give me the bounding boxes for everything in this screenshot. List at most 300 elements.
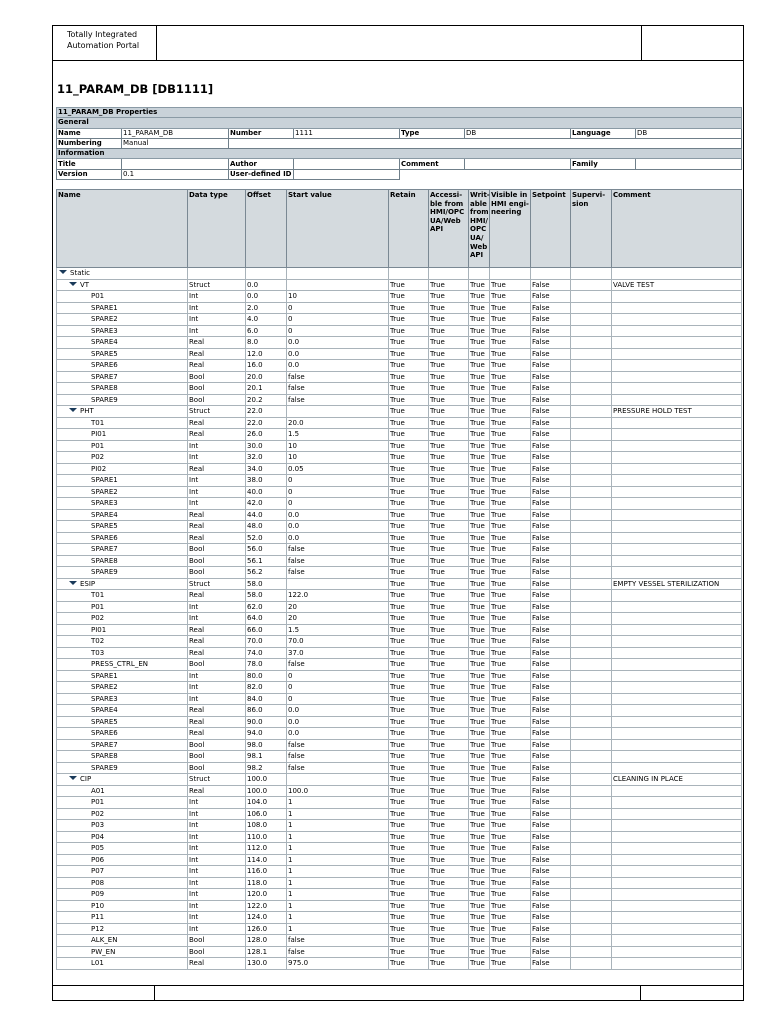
cell-name [57, 774, 188, 786]
cell-supervision [571, 463, 612, 475]
cell-start-value: 0 [287, 498, 389, 510]
cell-offset: 16.0 [246, 360, 287, 372]
cell-setpoint: False [531, 682, 571, 694]
cell-setpoint: False [531, 923, 571, 935]
cell-retain: True [389, 429, 429, 441]
cell-writable: True [469, 946, 490, 958]
cell-writable: True [469, 923, 490, 935]
cell-supervision [571, 624, 612, 636]
cell-offset: 42.0 [246, 498, 287, 510]
cell-data-type: Real [188, 590, 246, 602]
cell-data-type: Int [188, 452, 246, 464]
cell-visible: True [490, 866, 531, 878]
cell-name [57, 302, 188, 314]
cell-setpoint: False [531, 889, 571, 901]
cell-name [57, 716, 188, 728]
cell-writable: True [469, 325, 490, 337]
cell-supervision [571, 440, 612, 452]
cell-comment [612, 636, 742, 648]
table-row [57, 854, 742, 866]
cell-start-value: 1.5 [287, 429, 389, 441]
cell-offset: 40.0 [246, 486, 287, 498]
cell-retain: True [389, 705, 429, 717]
table-row [57, 544, 742, 556]
cell-writable: True [469, 406, 490, 418]
cell-start-value: 1 [287, 854, 389, 866]
expand-triangle-icon[interactable] [69, 408, 77, 412]
cell-accessible: True [429, 314, 469, 326]
cell-writable: True [469, 739, 490, 751]
cell-accessible: True [429, 843, 469, 855]
cell-offset: 32.0 [246, 452, 287, 464]
cell-supervision [571, 291, 612, 303]
cell-writable: True [469, 394, 490, 406]
cell-name [57, 785, 188, 797]
variable-name: P11 [91, 913, 105, 922]
cell-retain: True [389, 360, 429, 372]
cell-accessible: True [429, 590, 469, 602]
cell-offset: 26.0 [246, 429, 287, 441]
expand-triangle-icon[interactable] [69, 581, 77, 585]
expand-triangle-icon[interactable] [69, 776, 77, 780]
cell-start-value: 122.0 [287, 590, 389, 602]
footer-divider-left [154, 986, 155, 1001]
portal-name [53, 26, 157, 60]
cell-name [57, 705, 188, 717]
family-label: Family [571, 159, 636, 169]
cell-name [57, 889, 188, 901]
cell-supervision [571, 774, 612, 786]
cell-data-type: Real [188, 624, 246, 636]
cell-accessible: True [429, 325, 469, 337]
cell-offset: 0.0 [246, 279, 287, 291]
cell-comment [612, 659, 742, 671]
cell-supervision [571, 498, 612, 510]
cell-visible: True [490, 935, 531, 947]
table-header-row [57, 190, 742, 268]
cell-start-value: false [287, 739, 389, 751]
cell-name [57, 866, 188, 878]
cell-start-value: 1 [287, 877, 389, 889]
cell-visible: True [490, 567, 531, 579]
cell-offset: 2.0 [246, 302, 287, 314]
cell-data-type: Int [188, 923, 246, 935]
cell-comment [612, 544, 742, 556]
table-row [57, 440, 742, 452]
cell-accessible: True [429, 912, 469, 924]
cell-retain: True [389, 555, 429, 567]
variable-name: T03 [91, 648, 105, 657]
variable-name: SPARE4 [91, 510, 118, 519]
cell-setpoint: False [531, 463, 571, 475]
cell-start-value: false [287, 383, 389, 395]
variable-name: SPARE9 [91, 763, 118, 772]
cell-start-value: 975.0 [287, 958, 389, 970]
cell-offset: 98.0 [246, 739, 287, 751]
cell-start-value [287, 268, 389, 280]
cell-supervision [571, 843, 612, 855]
cell-comment [612, 670, 742, 682]
table-row [57, 429, 742, 441]
cell-data-type: Int [188, 670, 246, 682]
cell-accessible: True [429, 475, 469, 487]
variable-name: A01 [91, 786, 105, 795]
cell-name [57, 486, 188, 498]
cell-data-type: Real [188, 337, 246, 349]
cell-visible: True [490, 360, 531, 372]
variable-name: P08 [91, 878, 105, 887]
cell-writable: True [469, 521, 490, 533]
cell-accessible: True [429, 785, 469, 797]
col-accessible: Accessi- ble from HMI/OPC UA/Web API [429, 190, 469, 268]
cell-visible: True [490, 371, 531, 383]
cell-comment [612, 843, 742, 855]
cell-supervision [571, 544, 612, 556]
cell-offset: 34.0 [246, 463, 287, 475]
cell-visible: True [490, 705, 531, 717]
cell-name [57, 728, 188, 740]
cell-retain: True [389, 567, 429, 579]
cell-start-value: 0.05 [287, 463, 389, 475]
cell-setpoint: False [531, 785, 571, 797]
cell-name [57, 636, 188, 648]
cell-supervision [571, 555, 612, 567]
author-label: Author [229, 159, 294, 169]
cell-accessible: True [429, 601, 469, 613]
table-row [57, 716, 742, 728]
cell-visible: True [490, 636, 531, 648]
cell-visible: True [490, 912, 531, 924]
cell-supervision [571, 912, 612, 924]
cell-start-value: 0.0 [287, 716, 389, 728]
cell-retain: True [389, 820, 429, 832]
cell-comment [612, 521, 742, 533]
cell-offset: 114.0 [246, 854, 287, 866]
cell-supervision [571, 670, 612, 682]
footer-divider-right [640, 986, 641, 1001]
cell-name [57, 647, 188, 659]
cell-setpoint: False [531, 774, 571, 786]
cell-supervision [571, 383, 612, 395]
cell-setpoint: False [531, 578, 571, 590]
table-row [57, 613, 742, 625]
cell-comment [612, 567, 742, 579]
cell-start-value: 20 [287, 613, 389, 625]
cell-setpoint: False [531, 291, 571, 303]
name-label: Name [57, 128, 122, 138]
cell-comment [612, 590, 742, 602]
cell-comment [612, 889, 742, 901]
cell-offset: 98.2 [246, 762, 287, 774]
cell-supervision [571, 406, 612, 418]
variable-name: PI01 [91, 625, 107, 634]
cell-comment [612, 498, 742, 510]
cell-start-value: 0.0 [287, 521, 389, 533]
cell-writable: True [469, 762, 490, 774]
cell-data-type: Bool [188, 739, 246, 751]
table-row [57, 498, 742, 510]
cell-offset: 104.0 [246, 797, 287, 809]
variable-name: P03 [91, 821, 105, 830]
cell-visible: True [490, 808, 531, 820]
variable-name: PHT [80, 407, 94, 416]
cell-data-type: Int [188, 877, 246, 889]
cell-visible: True [490, 383, 531, 395]
cell-accessible: True [429, 854, 469, 866]
cell-start-value: 1 [287, 843, 389, 855]
cell-comment [612, 751, 742, 763]
cell-setpoint: False [531, 314, 571, 326]
cell-offset: 82.0 [246, 682, 287, 694]
cell-comment [612, 268, 742, 280]
cell-visible: True [490, 797, 531, 809]
cell-retain: True [389, 624, 429, 636]
cell-comment [612, 900, 742, 912]
cell-start-value: 0 [287, 302, 389, 314]
cell-comment [612, 797, 742, 809]
variable-name: P02 [91, 453, 105, 462]
cell-name [57, 831, 188, 843]
cell-setpoint: False [531, 532, 571, 544]
table-row [57, 348, 742, 360]
cell-data-type: Bool [188, 371, 246, 383]
cell-name [57, 877, 188, 889]
cell-accessible: True [429, 429, 469, 441]
cell-retain: True [389, 394, 429, 406]
cell-setpoint: False [531, 659, 571, 671]
cell-writable: True [469, 682, 490, 694]
cell-name [57, 544, 188, 556]
variable-name: SPARE2 [91, 683, 118, 692]
cell-visible: True [490, 590, 531, 602]
cell-name [57, 843, 188, 855]
cell-accessible: True [429, 820, 469, 832]
version-value: 0.1 [122, 169, 229, 179]
cell-supervision [571, 567, 612, 579]
cell-writable: True [469, 429, 490, 441]
cell-data-type: Real [188, 521, 246, 533]
cell-name [57, 509, 188, 521]
cell-accessible: True [429, 636, 469, 648]
table-row [57, 647, 742, 659]
cell-writable: True [469, 900, 490, 912]
cell-retain: True [389, 659, 429, 671]
tree-group-row [57, 774, 742, 786]
table-row [57, 958, 742, 970]
cell-writable: True [469, 820, 490, 832]
cell-data-type: Real [188, 417, 246, 429]
cell-writable: True [469, 751, 490, 763]
cell-writable: True [469, 808, 490, 820]
cell-setpoint: False [531, 590, 571, 602]
cell-writable: True [469, 440, 490, 452]
cell-setpoint: False [531, 854, 571, 866]
cell-offset: 64.0 [246, 613, 287, 625]
cell-retain: True [389, 866, 429, 878]
cell-start-value: 20 [287, 601, 389, 613]
type-label: Type [400, 128, 465, 138]
cell-retain [389, 268, 429, 280]
cell-writable: True [469, 877, 490, 889]
cell-start-value: 1 [287, 866, 389, 878]
cell-setpoint: False [531, 521, 571, 533]
cell-name [57, 348, 188, 360]
cell-data-type: Real [188, 705, 246, 717]
cell-visible: True [490, 302, 531, 314]
cell-setpoint: False [531, 452, 571, 464]
expand-triangle-icon[interactable] [59, 270, 67, 274]
cell-writable: True [469, 670, 490, 682]
cell-start-value: false [287, 946, 389, 958]
cell-start-value: 10 [287, 452, 389, 464]
table-row [57, 567, 742, 579]
cell-visible: True [490, 498, 531, 510]
cell-supervision [571, 348, 612, 360]
variable-name: SPARE7 [91, 545, 118, 554]
cell-accessible: True [429, 417, 469, 429]
cell-visible: True [490, 394, 531, 406]
cell-supervision [571, 268, 612, 280]
variable-name: P09 [91, 890, 105, 899]
cell-start-value: 100.0 [287, 785, 389, 797]
table-row [57, 452, 742, 464]
cell-retain: True [389, 958, 429, 970]
cell-retain: True [389, 578, 429, 590]
cell-retain: True [389, 831, 429, 843]
variable-name: SPARE1 [91, 671, 118, 680]
cell-name [57, 601, 188, 613]
variable-name: PRESS_CTRL_EN [91, 660, 148, 669]
cell-accessible: True [429, 521, 469, 533]
cell-name [57, 820, 188, 832]
cell-supervision [571, 728, 612, 740]
cell-start-value: false [287, 659, 389, 671]
col-data-type: Data type [188, 190, 246, 268]
cell-comment [612, 831, 742, 843]
cell-data-type: Int [188, 498, 246, 510]
tree-group-row [57, 406, 742, 418]
cell-offset: 8.0 [246, 337, 287, 349]
cell-start-value: 1 [287, 923, 389, 935]
cell-accessible: True [429, 348, 469, 360]
expand-triangle-icon[interactable] [69, 282, 77, 286]
cell-setpoint: False [531, 544, 571, 556]
cell-retain: True [389, 808, 429, 820]
cell-comment [612, 532, 742, 544]
cell-start-value [287, 279, 389, 291]
variable-name: PW_EN [91, 947, 116, 956]
variable-name: SPARE5 [91, 349, 118, 358]
cell-supervision [571, 325, 612, 337]
cell-writable: True [469, 659, 490, 671]
cell-visible: True [490, 325, 531, 337]
cell-comment [612, 946, 742, 958]
cell-supervision [571, 923, 612, 935]
table-row [57, 751, 742, 763]
cell-accessible: True [429, 900, 469, 912]
cell-data-type: Bool [188, 567, 246, 579]
variable-name: SPARE5 [91, 717, 118, 726]
cell-writable: True [469, 383, 490, 395]
cell-setpoint: False [531, 935, 571, 947]
cell-accessible: True [429, 866, 469, 878]
cell-comment [612, 693, 742, 705]
variable-name: VT [80, 280, 90, 289]
cell-accessible [429, 268, 469, 280]
cell-supervision [571, 371, 612, 383]
cell-name [57, 371, 188, 383]
cell-retain: True [389, 785, 429, 797]
properties-table [56, 107, 742, 180]
cell-supervision [571, 636, 612, 648]
cell-retain: True [389, 601, 429, 613]
cell-data-type: Struct [188, 279, 246, 291]
cell-start-value: 0.0 [287, 348, 389, 360]
cell-data-type: Real [188, 463, 246, 475]
cell-retain: True [389, 762, 429, 774]
cell-data-type: Int [188, 440, 246, 452]
cell-comment [612, 417, 742, 429]
cell-retain: True [389, 314, 429, 326]
col-supervision: Supervi- sion [571, 190, 612, 268]
cell-comment [612, 739, 742, 751]
cell-setpoint: False [531, 636, 571, 648]
cell-name [57, 394, 188, 406]
cell-setpoint: False [531, 728, 571, 740]
cell-data-type: Int [188, 475, 246, 487]
variable-name: P07 [91, 867, 105, 876]
cell-visible [490, 268, 531, 280]
cell-retain: True [389, 751, 429, 763]
cell-writable: True [469, 555, 490, 567]
variable-name: SPARE4 [91, 706, 118, 715]
cell-name [57, 463, 188, 475]
cell-visible: True [490, 693, 531, 705]
cell-data-type: Bool [188, 751, 246, 763]
cell-comment [612, 820, 742, 832]
cell-supervision [571, 279, 612, 291]
cell-offset: 20.0 [246, 371, 287, 383]
cell-setpoint: False [531, 751, 571, 763]
cell-writable: True [469, 314, 490, 326]
table-row [57, 843, 742, 855]
cell-writable: True [469, 889, 490, 901]
cell-setpoint: False [531, 647, 571, 659]
cell-setpoint: False [531, 900, 571, 912]
language-value: DB [636, 128, 742, 138]
cell-start-value: 0.0 [287, 532, 389, 544]
cell-accessible: True [429, 383, 469, 395]
cell-comment [612, 923, 742, 935]
cell-writable: True [469, 613, 490, 625]
cell-retain: True [389, 613, 429, 625]
cell-data-type: Int [188, 854, 246, 866]
cell-visible: True [490, 877, 531, 889]
cell-setpoint: False [531, 866, 571, 878]
cell-writable: True [469, 601, 490, 613]
cell-start-value: 20.0 [287, 417, 389, 429]
table-row [57, 291, 742, 303]
cell-retain: True [389, 302, 429, 314]
cell-name [57, 613, 188, 625]
cell-retain: True [389, 946, 429, 958]
cell-visible: True [490, 900, 531, 912]
cell-offset: 52.0 [246, 532, 287, 544]
cell-visible: True [490, 647, 531, 659]
table-row [57, 302, 742, 314]
cell-retain: True [389, 291, 429, 303]
cell-name [57, 291, 188, 303]
